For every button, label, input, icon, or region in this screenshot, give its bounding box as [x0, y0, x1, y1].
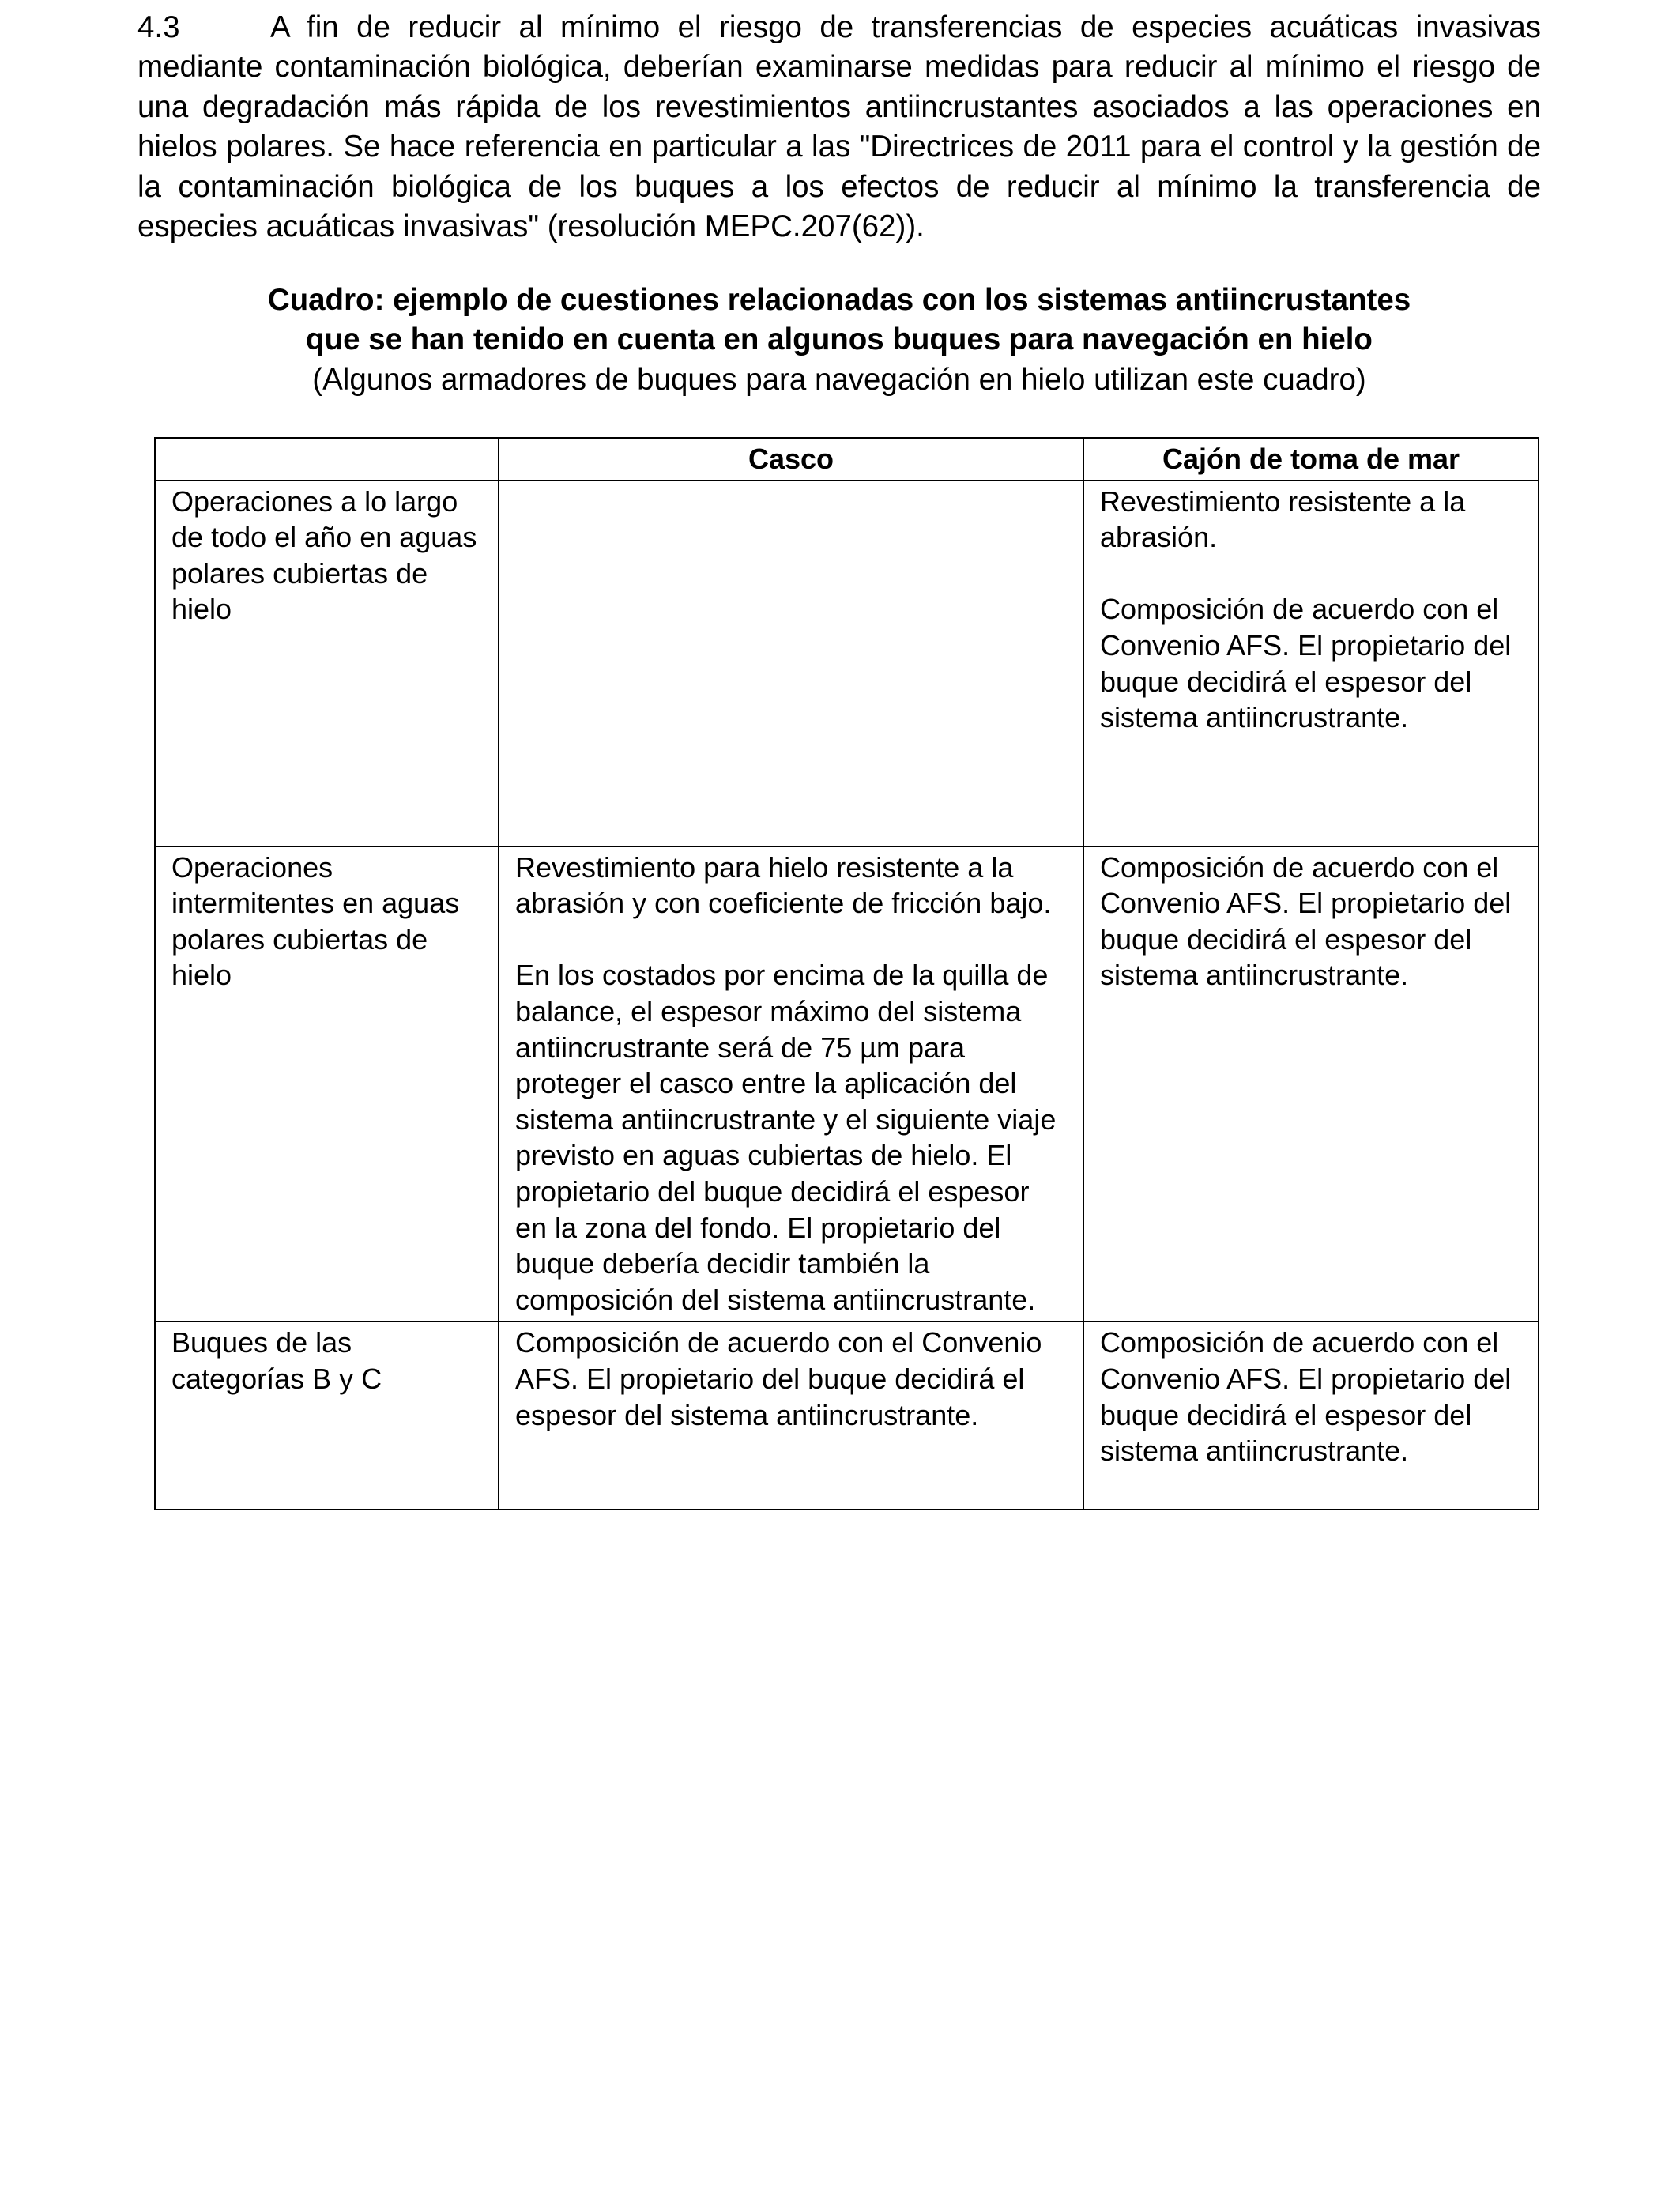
header-casco: Casco: [499, 438, 1083, 481]
cajon-text-2: Composición de acuerdo con el Convenio AFS. El propietario del buque decidirá el espesor del sistema antiincrustrante.: [1100, 593, 1512, 734]
cajon-cell: [1083, 1321, 1539, 1510]
table-caption: [137, 281, 1541, 400]
row-label: [155, 481, 499, 846]
casco-text-1: Composición de acuerdo con el Convenio AFS. El propietario del buque decidirá el espesor del sistema antiincrustrante.: [515, 1326, 1042, 1431]
paragraph-4-3: [137, 8, 1541, 247]
cajon-cell: [1083, 846, 1539, 1322]
caption-subtitle: (Algunos armadores de buques para navegación en hielo utilizan este cuadro): [312, 362, 1366, 397]
casco-text-2: En los costados por encima de la quilla de balance, el espesor máximo del sistema antiincrustrante será de 75 µm para proteger el casco entre la aplicación del sistema antiincrustrante y el siguiente viaje previsto en aguas cubiertas de hielo. El propietario del buque decidirá el espesor en la zona del fondo. El propietario del buque debería decidir también la composición del sistema antiincrustrante.: [515, 959, 1057, 1316]
table-row: [155, 481, 1539, 846]
header-empty: [155, 438, 499, 481]
row-label-text: Operaciones a lo largo de todo el año en aguas polares cubiertas de hielo: [171, 484, 477, 626]
casco-text-1: Revestimiento para hielo resistente a la abrasión y con coeficiente de fricción bajo.: [515, 850, 1052, 920]
cajon-text-1: Composición de acuerdo con el Convenio AFS. El propietario del buque decidirá el espesor del sistema antiincrustrante.: [1100, 850, 1512, 992]
row-label: [155, 1321, 499, 1510]
caption-title-line-2: que se han tenido en cuenta en algunos buques para navegación en hielo: [306, 322, 1373, 357]
row-label-text: Buques de las categorías B y C: [171, 1326, 382, 1395]
antifouling-table: [154, 437, 1539, 1510]
table-row: [155, 846, 1539, 1322]
cajon-text-1: Revestimiento resistente a la abrasión.: [1100, 484, 1466, 554]
header-cajon: Cajón de toma de mar: [1083, 438, 1539, 481]
table-header-row: [155, 438, 1539, 481]
cajon-text-1: Composición de acuerdo con el Convenio AFS. El propietario del buque decidirá el espesor del sistema antiincrustrante.: [1100, 1326, 1512, 1468]
casco-cell: [499, 1321, 1083, 1510]
cajon-cell: [1083, 481, 1539, 846]
table-row: [155, 1321, 1539, 1510]
row-label-text: Operaciones intermitentes en aguas polares cubiertas de hielo: [171, 850, 460, 992]
row-label: [155, 846, 499, 1322]
casco-cell: [499, 846, 1083, 1322]
paragraph-text: A fin de reducir al mínimo el riesgo de transferencias de especies acuáticas invasivas mediante contaminación biológica, deberían examinarse medidas para reducir al mínimo el riesgo de una degradación más rápida de los revestimientos antiincrustantes asociados a las operaciones en hielos polares. Se hace referencia en particular a las "Directrices de 2011 para el control y la gestión de la contaminación biológica de los buques a los efectos de reducir al mínimo la transferencia de especies acuáticas invasivas" (resolución MEPC.207(62)).: [137, 10, 1541, 244]
paragraph-number: 4.3: [137, 10, 180, 44]
caption-title-line-1: Cuadro: ejemplo de cuestiones relacionadas con los sistemas antiincrustantes: [267, 283, 1411, 317]
casco-cell: [499, 481, 1083, 846]
